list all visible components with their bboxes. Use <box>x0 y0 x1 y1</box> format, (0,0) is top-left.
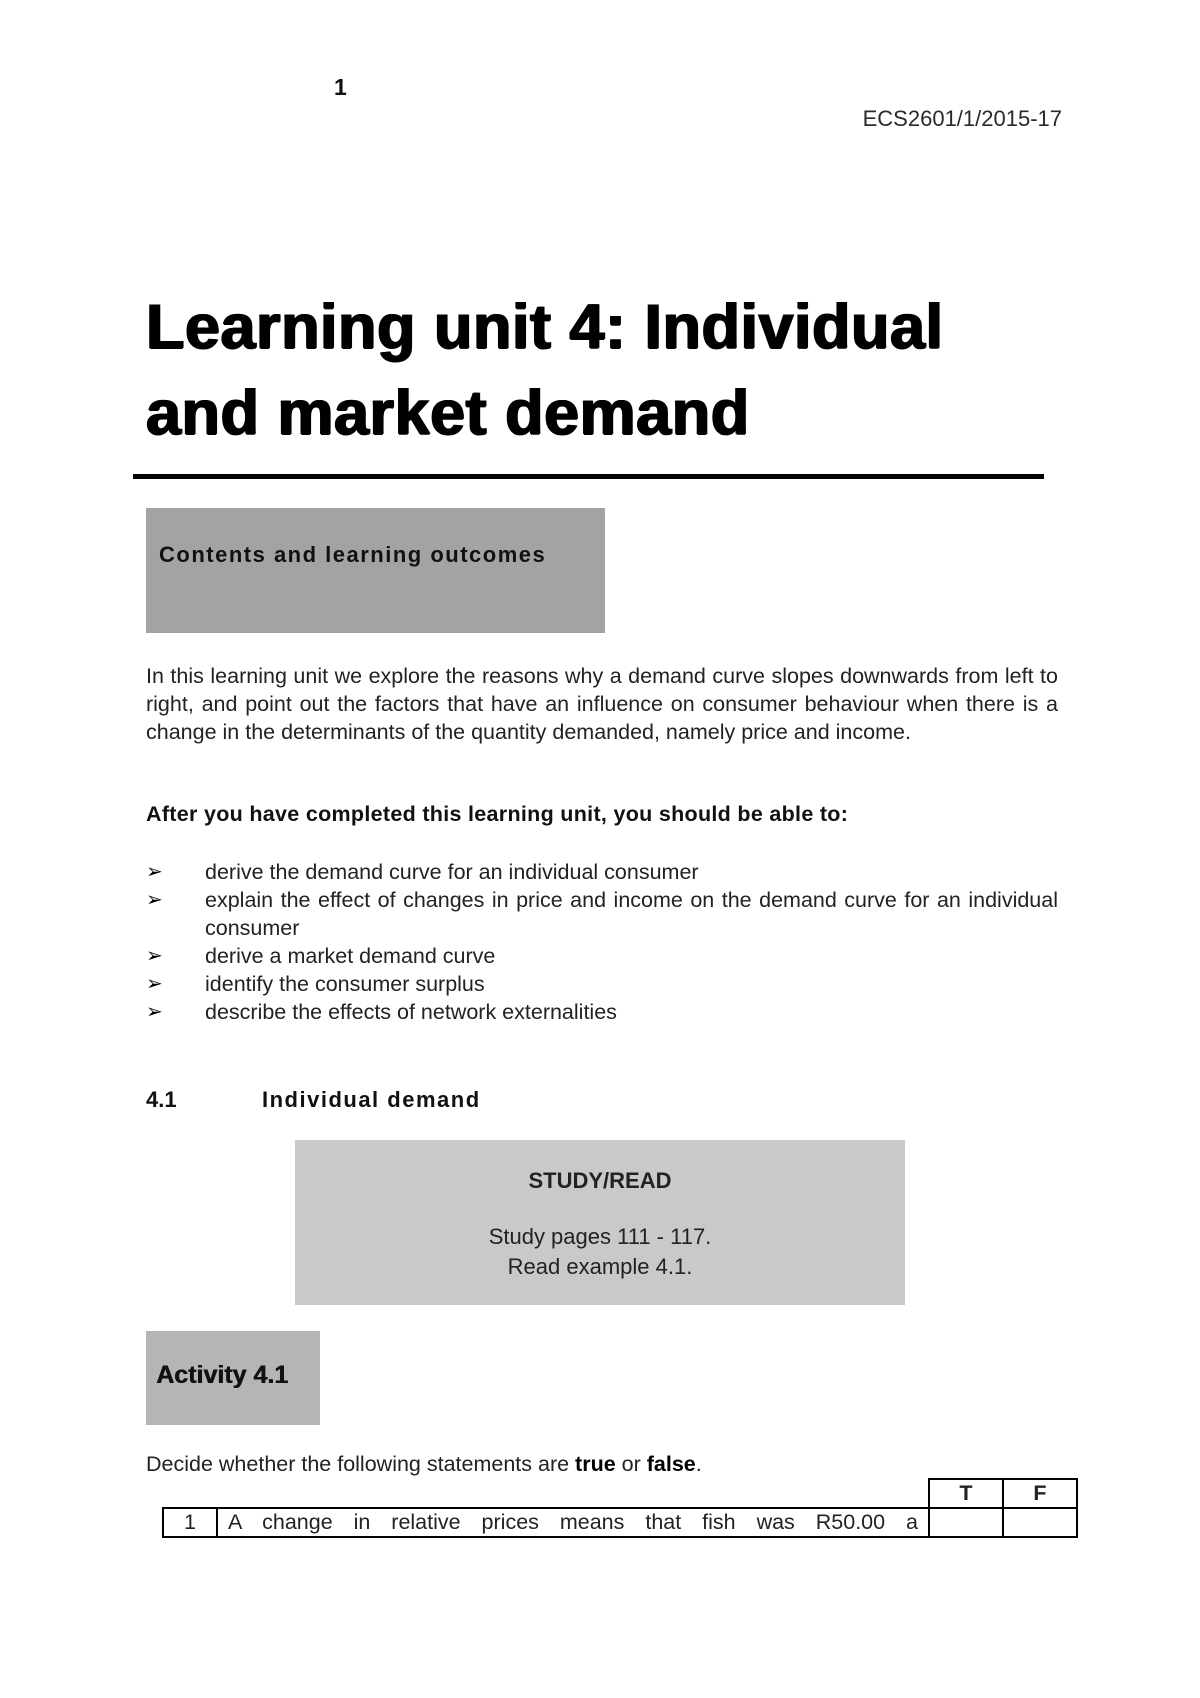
document-code: ECS2601/1/2015-17 <box>862 106 1062 131</box>
instruction-false-word: false <box>646 1452 696 1476</box>
read-example-text: Read example 4.1. <box>507 1254 693 1279</box>
study-read-box <box>295 1140 905 1305</box>
true-answer-cell[interactable] <box>929 1508 1003 1537</box>
page-number: 1 <box>334 74 347 100</box>
instruction-or-word: or <box>615 1452 647 1476</box>
arrow-bullet-icon: ➢ <box>146 889 163 911</box>
instruction-suffix: . <box>695 1452 702 1476</box>
arrow-bullet-icon: ➢ <box>146 1001 163 1023</box>
contents-outcomes-label: Contents and learning outcomes <box>159 542 547 567</box>
outcome-text: describe the effects of network externalities <box>205 1000 617 1024</box>
section-number: 4.1 <box>146 1087 177 1112</box>
column-header-true: T <box>929 1479 1003 1508</box>
column-header-false: F <box>1003 1479 1077 1508</box>
statement-text: A change in relative prices means that fish was R50.00 a <box>217 1508 929 1537</box>
study-read-heading: STUDY/READ <box>528 1168 672 1193</box>
list-item <box>146 858 1058 886</box>
header-blank-cell <box>217 1479 929 1508</box>
contents-outcomes-box <box>146 508 605 633</box>
true-false-table <box>162 1478 1078 1538</box>
instruction-true-word: true <box>575 1452 616 1476</box>
outcome-text: explain the effect of changes in price and income on the demand curve for an individual consumer <box>205 888 1058 940</box>
list-item <box>146 886 1058 942</box>
false-answer-cell[interactable] <box>1003 1508 1077 1537</box>
table-row <box>163 1508 1077 1537</box>
intro-paragraph: In this learning unit we explore the reasons why a demand curve slopes downwards from left to right, and point out the factors that have an influence on consumer behaviour when there is a change in the determinants of the quantity demanded, namely price and income. <box>146 664 1058 744</box>
outcome-text: derive a market demand curve <box>205 944 496 968</box>
arrow-bullet-icon: ➢ <box>146 861 163 883</box>
arrow-bullet-icon: ➢ <box>146 973 163 995</box>
outcome-text: derive the demand curve for an individual consumer <box>205 860 699 884</box>
title-divider <box>133 474 1044 479</box>
row-number: 1 <box>163 1508 217 1537</box>
outcomes-list <box>146 858 1058 1026</box>
list-item <box>146 970 1058 998</box>
arrow-bullet-icon: ➢ <box>146 945 163 967</box>
outcomes-lead: After you have completed this learning unit, you should be able to: <box>146 802 849 826</box>
instruction-prefix: Decide whether the following statements are <box>146 1452 576 1476</box>
page-title-line-2: and market demand <box>146 378 750 448</box>
outcome-text: identify the consumer surplus <box>205 972 485 996</box>
list-item <box>146 942 1058 970</box>
page-title <box>146 284 1076 456</box>
page-title-line-1: Learning unit 4: Individual <box>146 292 944 362</box>
activity-box <box>146 1331 320 1425</box>
activity-instruction <box>146 1452 702 1477</box>
header-blank-cell <box>163 1479 217 1508</box>
section-title: Individual demand <box>262 1087 481 1112</box>
activity-label: Activity 4.1 <box>156 1361 289 1389</box>
list-item <box>146 998 1058 1026</box>
study-pages-text: Study pages 111 - 117. <box>488 1224 712 1249</box>
table-header-row <box>163 1479 1077 1508</box>
